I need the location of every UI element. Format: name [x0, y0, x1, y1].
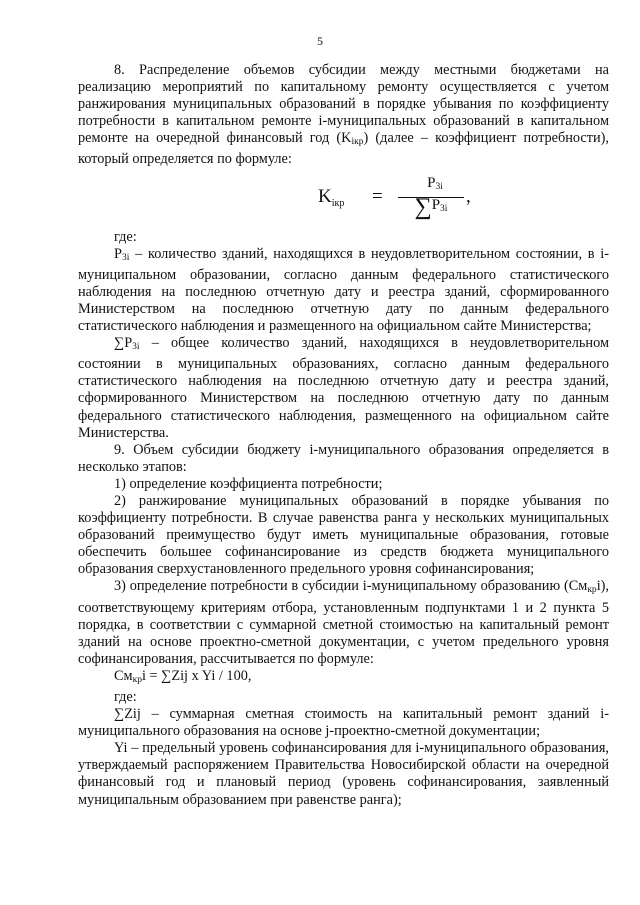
stage-1: 1) определение коэффициента потребности; — [114, 475, 383, 492]
paragraph-8: 8. Распределение объемов субсидии между местными бюджетами на реализацию мероприятий по капитальному ремонту осуществляется с учетом ранжирования муниципальных образований в порядке убывания по коэффициенту потребности в капитальном ремонте i-муниципальных образований в капитальном ремонте на очередной финансовый год $(K_{iкр})$ (далее – коэффициент потребности), который определяется по формуле: — [78, 62, 609, 168]
definition-yi: Yi – предельный уровень софинансирования для i-муниципального образования, утверждаемый распоряжением Правительства Новосибирской области на очередной финансовый год и плановый период (уровень софинансирования, заявленный муниципальным образованием при равенстве ранга); — [78, 740, 609, 808]
definition-sum-p3i: $\sum Р_{3i}$ – общее количество зданий, находящихся в неудовлетворительном состоянии в муниципальных образованиях, согласно данным федерального статистического наблюдения на последнюю отчетную дату и реестра зданий, сформированного Министерством на последнюю отчетную дату по данным федерального статистического наблюдения, размещенного на официальном сайте Министерства. — [78, 335, 609, 441]
formula-equals: = — [372, 185, 383, 207]
document-body — [78, 62, 609, 809]
definition-p3i: $Р_{3i}$ – количество зданий, находящихся в неудовлетворительном состоянии, в i-муниципальном образовании, согласно данным федерального статистического наблюдения на последнюю отчетную дату и реестра зданий, сформированного Министерством на последнюю отчетную дату по данным федерального статистического наблюдения и размещенного на официальном сайте Министерства; — [78, 245, 609, 335]
definition-zij: ∑Zij – суммарная сметная стоимость на капитальный ремонт зданий i-муниципального образования на основе j-проектно-сметной документации; — [78, 706, 609, 740]
stage-2: 2) ранжирование муниципальных образований в порядке убывания по коэффициенту потребности. В случае равенства ранга у нескольких муниципальных образований преимущество будут иметь муниципальные образования, готовые обеспечить большее софинансирование из средств бюджета муниципального образования сверхустановленного предельного уровня софинансирования; — [78, 492, 609, 578]
page-number: 5 — [317, 34, 323, 48]
formula-coefficient: $K_{iкр}$ = $P_{3i}$ $\sum P_{3i}$ , — [318, 174, 471, 220]
where-label: где: — [114, 228, 137, 245]
formula-numerator: $P_{3i}$ — [427, 174, 443, 192]
formula-denominator: $\sum P_{3i}$ — [414, 193, 448, 220]
paragraph-9: 9. Объем субсидии бюджету i-муниципального образования определяется в несколько этапов: — [78, 441, 609, 475]
stage-3: 3) определение потребности в субсидии i-муниципальному образованию $(См_{кр}i)$, соответствующему критериям отбора, установленным подпунктами 1 и 2 пункта 5 порядка, в соответствии с суммарной сметной стоимостью на капитальный ремонт зданий на основе проектно-сметной документации, с учетом предельного уровня софинансирования, рассчитывается по формуле: — [78, 578, 609, 667]
formula-lhs: $K_{iкр}$ — [318, 185, 345, 209]
formula-subsidy: $См_{кр}i = \sum Zij$ x Yi / 100, — [114, 667, 252, 685]
where-label-2: где: — [114, 689, 137, 705]
